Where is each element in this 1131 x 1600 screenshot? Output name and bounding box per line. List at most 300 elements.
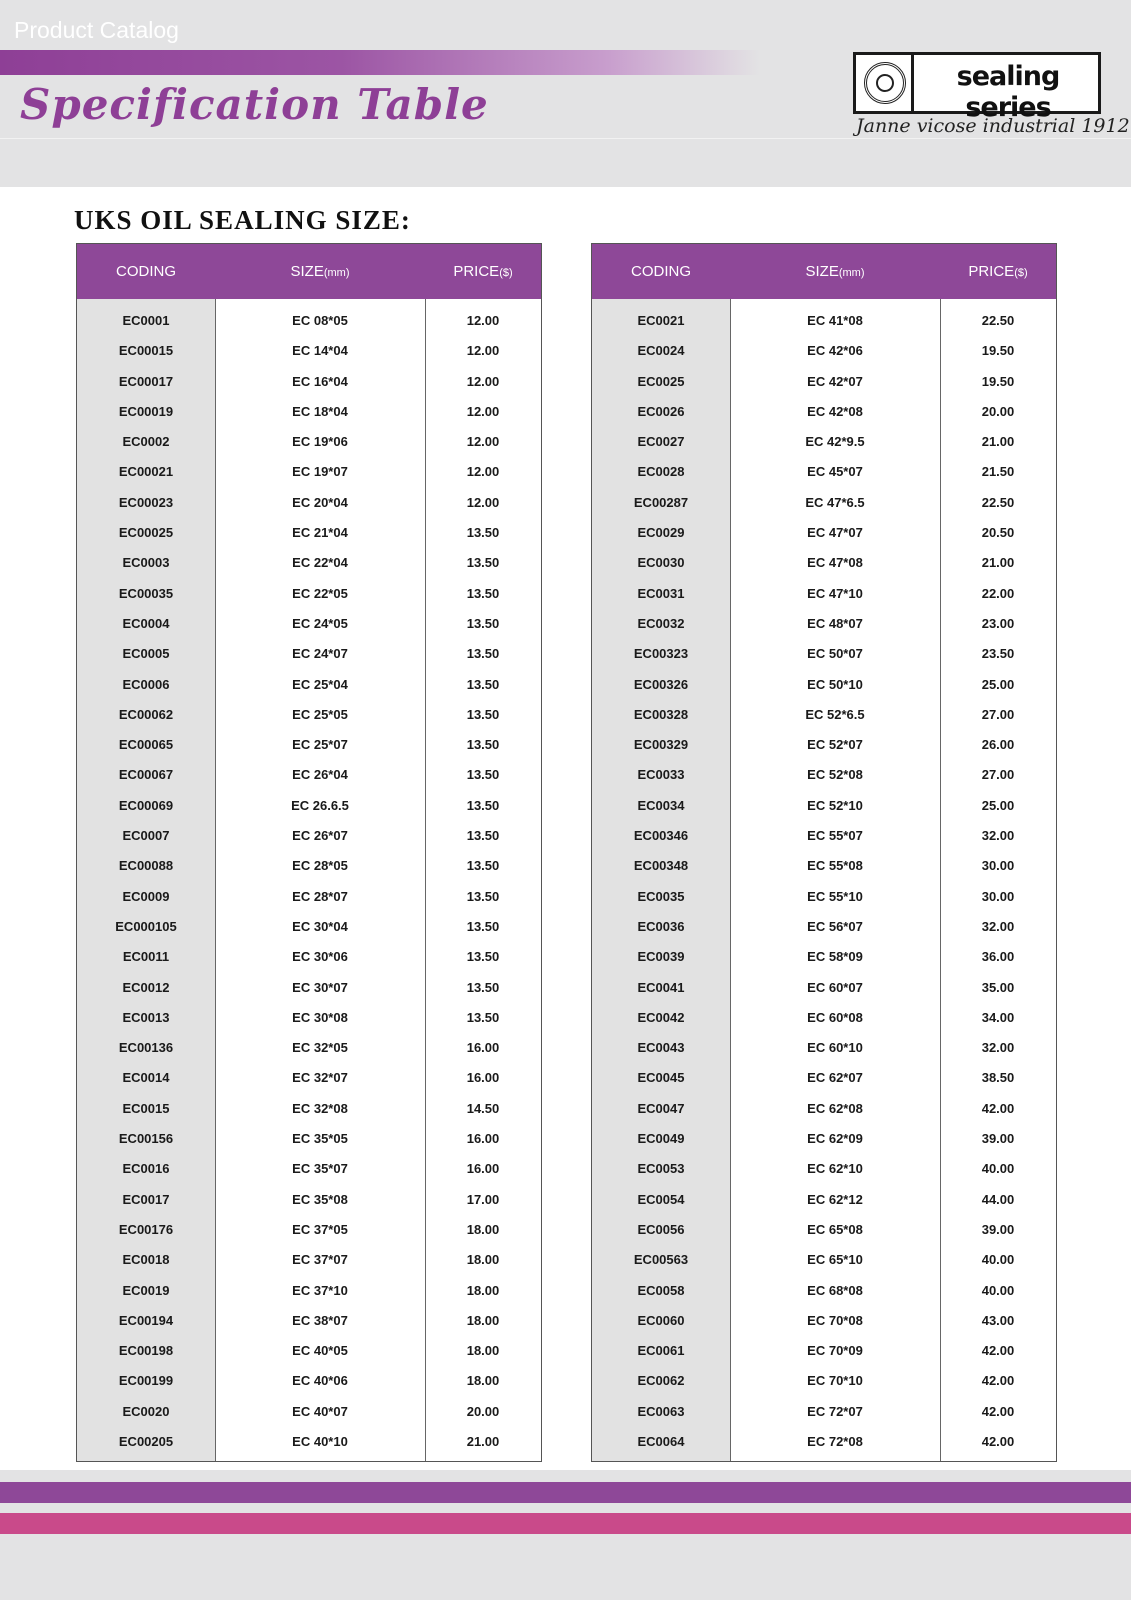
cell-size: EC 55*07 <box>807 828 863 844</box>
cell-coding: EC000105 <box>115 918 177 934</box>
cell-coding: EC00062 <box>118 706 174 722</box>
table-row <box>77 367 541 397</box>
cell-price: 32.00 <box>981 918 1015 934</box>
cell-price: 18.00 <box>466 1252 500 1268</box>
cell-coding: EC0064 <box>637 1433 685 1449</box>
cell-price: 38.50 <box>981 1070 1015 1086</box>
cell-coding: EC00563 <box>633 1252 689 1268</box>
cell-price: 25.00 <box>981 797 1015 813</box>
cell-coding: EC0049 <box>637 1131 685 1147</box>
table-body <box>77 306 541 1457</box>
table-row <box>592 1397 1056 1427</box>
table-row <box>592 912 1056 942</box>
cell-coding: EC0061 <box>637 1343 685 1359</box>
cell-coding: EC0004 <box>122 615 170 631</box>
cell-price: 20.00 <box>981 403 1015 419</box>
page-header <box>0 0 1131 187</box>
cell-coding: EC00021 <box>118 464 174 480</box>
table-row <box>77 670 541 700</box>
cell-coding: EC0033 <box>637 767 685 783</box>
cell-coding: EC00328 <box>633 706 689 722</box>
cell-coding: EC0042 <box>637 1009 685 1025</box>
cell-price: 16.00 <box>466 1070 500 1086</box>
table-row <box>592 1003 1056 1033</box>
cell-price: 13.50 <box>466 949 500 965</box>
cell-size: EC 42*07 <box>807 373 863 389</box>
table-row <box>77 457 541 487</box>
brand-logo <box>853 52 1101 123</box>
cell-coding: EC0036 <box>637 918 685 934</box>
cell-coding: EC00156 <box>118 1131 174 1147</box>
cell-size: EC 25*05 <box>292 706 348 722</box>
table-row <box>77 639 541 669</box>
cell-coding: EC0056 <box>637 1221 685 1237</box>
cell-coding: EC0054 <box>637 1191 685 1207</box>
cell-size: EC 65*08 <box>807 1221 863 1237</box>
cell-size: EC 35*08 <box>292 1191 348 1207</box>
table-row <box>592 1276 1056 1306</box>
header-gradient-bar <box>0 50 760 75</box>
cell-size: EC 65*10 <box>807 1252 863 1268</box>
cell-coding: EC00176 <box>118 1221 174 1237</box>
table-row <box>77 397 541 427</box>
cell-size: EC 26*04 <box>292 767 348 783</box>
cell-price: 27.00 <box>981 767 1015 783</box>
cell-coding: EC0035 <box>637 888 685 904</box>
cell-coding: EC0029 <box>637 525 685 541</box>
cell-price: 23.50 <box>981 646 1015 662</box>
table-row <box>592 700 1056 730</box>
cell-coding: EC00069 <box>118 797 174 813</box>
cell-coding: EC0063 <box>637 1403 685 1419</box>
cell-price: 21.00 <box>466 1433 500 1449</box>
table-row <box>77 882 541 912</box>
table-header <box>77 244 541 299</box>
table-row <box>77 518 541 548</box>
cell-size: EC 19*06 <box>292 434 348 450</box>
table-row <box>592 1306 1056 1336</box>
header-divider <box>0 138 1131 139</box>
cell-price: 13.50 <box>466 828 500 844</box>
cell-price: 18.00 <box>466 1373 500 1389</box>
cell-coding: EC0015 <box>122 1100 170 1116</box>
table-row <box>592 548 1056 578</box>
table-row <box>592 851 1056 881</box>
cell-price: 19.50 <box>981 373 1015 389</box>
cell-size: EC 37*05 <box>292 1221 348 1237</box>
cell-price: 32.00 <box>981 1040 1015 1056</box>
cell-size: EC 50*07 <box>807 646 863 662</box>
cell-coding: EC00088 <box>118 858 174 874</box>
cell-price: 12.00 <box>466 403 500 419</box>
cell-price: 13.50 <box>466 525 500 541</box>
cell-size: EC 52*6.5 <box>805 706 865 722</box>
cell-price: 12.00 <box>466 464 500 480</box>
table-row <box>77 1063 541 1093</box>
table-row <box>77 791 541 821</box>
cell-size: EC 47*07 <box>807 525 863 541</box>
cell-size: EC 18*04 <box>292 403 348 419</box>
cell-size: EC 25*07 <box>292 737 348 753</box>
cell-coding: EC0045 <box>637 1070 685 1086</box>
cell-coding: EC0058 <box>637 1282 685 1298</box>
table-row <box>592 579 1056 609</box>
cell-coding: EC0039 <box>637 949 685 965</box>
cell-size: EC 40*06 <box>292 1373 348 1389</box>
cell-price: 13.50 <box>466 888 500 904</box>
cell-coding: EC0043 <box>637 1040 685 1056</box>
table-row <box>592 609 1056 639</box>
table-row <box>77 579 541 609</box>
table-header <box>592 244 1056 299</box>
table-row <box>77 1366 541 1396</box>
cell-coding: EC0053 <box>637 1161 685 1177</box>
table-row <box>592 639 1056 669</box>
cell-coding: EC0027 <box>637 434 685 450</box>
cell-coding: EC00194 <box>118 1312 174 1328</box>
cell-coding: EC00199 <box>118 1373 174 1389</box>
table-row <box>592 306 1056 336</box>
cell-price: 39.00 <box>981 1221 1015 1237</box>
cell-price: 44.00 <box>981 1191 1015 1207</box>
cell-price: 16.00 <box>466 1161 500 1177</box>
cell-size: EC 52*10 <box>807 797 863 813</box>
spec-table-right <box>591 243 1057 1462</box>
cell-price: 13.50 <box>466 767 500 783</box>
cell-coding: EC0007 <box>122 828 170 844</box>
cell-price: 30.00 <box>981 888 1015 904</box>
cell-size: EC 26.6.5 <box>291 797 349 813</box>
table-row <box>77 1427 541 1457</box>
cell-coding: EC00198 <box>118 1343 174 1359</box>
cell-size: EC 47*6.5 <box>805 494 865 510</box>
cell-price: 27.00 <box>981 706 1015 722</box>
table-row <box>592 1154 1056 1184</box>
cell-size: EC 42*06 <box>807 343 863 359</box>
cell-price: 21.50 <box>981 464 1015 480</box>
cell-coding: EC0009 <box>122 888 170 904</box>
cell-coding: EC0011 <box>122 949 170 965</box>
cell-price: 43.00 <box>981 1312 1015 1328</box>
cell-coding: EC0018 <box>122 1252 170 1268</box>
table-row <box>592 791 1056 821</box>
cell-size: EC 24*07 <box>292 646 348 662</box>
cell-price: 20.00 <box>466 1403 500 1419</box>
cell-size: EC 37*07 <box>292 1252 348 1268</box>
cell-price: 32.00 <box>981 828 1015 844</box>
table-row <box>592 670 1056 700</box>
cell-coding: EC0003 <box>122 555 170 571</box>
cell-price: 13.50 <box>466 918 500 934</box>
table-row <box>77 1215 541 1245</box>
cell-price: 12.00 <box>466 343 500 359</box>
cell-size: EC 22*05 <box>292 585 348 601</box>
cell-price: 13.50 <box>466 615 500 631</box>
cell-coding: EC0062 <box>637 1373 685 1389</box>
cell-coding: EC0028 <box>637 464 685 480</box>
cell-size: EC 28*07 <box>292 888 348 904</box>
cell-size: EC 45*07 <box>807 464 863 480</box>
logo-subtitle: Janne vicose industrial 1912 <box>856 115 1130 137</box>
table-row <box>592 1427 1056 1457</box>
cell-price: 13.50 <box>466 676 500 692</box>
cell-coding: EC0041 <box>637 979 685 995</box>
cell-size: EC 62*07 <box>807 1070 863 1086</box>
cell-size: EC 20*04 <box>292 494 348 510</box>
cell-coding: EC0047 <box>637 1100 685 1116</box>
cell-coding: EC0025 <box>637 373 685 389</box>
cell-size: EC 24*05 <box>292 615 348 631</box>
cell-size: EC 62*10 <box>807 1161 863 1177</box>
cell-size: EC 32*07 <box>292 1070 348 1086</box>
cell-coding: EC00136 <box>118 1040 174 1056</box>
cell-size: EC 37*10 <box>292 1282 348 1298</box>
cell-price: 42.00 <box>981 1403 1015 1419</box>
cell-price: 13.50 <box>466 646 500 662</box>
cell-size: EC 70*10 <box>807 1373 863 1389</box>
table-row <box>77 1306 541 1336</box>
table-row <box>592 1215 1056 1245</box>
column-header-coding: CODING <box>631 263 691 280</box>
table-row <box>77 760 541 790</box>
table-row <box>77 1336 541 1366</box>
cell-size: EC 47*08 <box>807 555 863 571</box>
cell-coding: EC00205 <box>118 1433 174 1449</box>
cell-coding: EC00067 <box>118 767 174 783</box>
cell-size: EC 41*08 <box>807 313 863 328</box>
cell-price: 42.00 <box>981 1100 1015 1116</box>
cell-price: 12.00 <box>466 494 500 510</box>
table-row <box>592 973 1056 1003</box>
column-header-price: PRICE($) <box>968 263 1028 280</box>
cell-size: EC 56*07 <box>807 918 863 934</box>
cell-price: 18.00 <box>466 1343 500 1359</box>
cell-price: 35.00 <box>981 979 1015 995</box>
table-row <box>77 488 541 518</box>
table-row <box>77 1033 541 1063</box>
cell-coding: EC0034 <box>637 797 685 813</box>
cell-size: EC 47*10 <box>807 585 863 601</box>
table-row <box>592 730 1056 760</box>
cell-coding: EC0019 <box>122 1282 170 1298</box>
cell-price: 42.00 <box>981 1373 1015 1389</box>
cell-coding: EC0024 <box>637 343 685 359</box>
cell-price: 18.00 <box>466 1221 500 1237</box>
cell-coding: EC0031 <box>637 585 685 601</box>
table-row <box>592 1185 1056 1215</box>
cell-coding: EC00326 <box>633 676 689 692</box>
cell-price: 40.00 <box>981 1252 1015 1268</box>
cell-size: EC 35*05 <box>292 1131 348 1147</box>
table-row <box>77 1154 541 1184</box>
table-row <box>592 336 1056 366</box>
cell-size: EC 70*08 <box>807 1312 863 1328</box>
cell-coding: EC00035 <box>118 585 174 601</box>
table-row <box>77 427 541 457</box>
table-row <box>77 1124 541 1154</box>
cell-price: 26.00 <box>981 737 1015 753</box>
cell-price: 42.00 <box>981 1343 1015 1359</box>
cell-size: EC 38*07 <box>292 1312 348 1328</box>
cell-coding: EC0013 <box>122 1009 170 1025</box>
cell-size: EC 30*04 <box>292 918 348 934</box>
table-row <box>77 306 541 336</box>
cell-size: EC 62*08 <box>807 1100 863 1116</box>
cell-coding: EC00329 <box>633 737 689 753</box>
cell-coding: EC00348 <box>633 858 689 874</box>
cell-size: EC 40*05 <box>292 1343 348 1359</box>
cell-coding: EC00065 <box>118 737 174 753</box>
cell-size: EC 55*08 <box>807 858 863 874</box>
cell-size: EC 72*08 <box>807 1433 863 1449</box>
cell-size: EC 62*12 <box>807 1191 863 1207</box>
cell-coding: EC0060 <box>637 1312 685 1328</box>
cell-size: EC 72*07 <box>807 1403 863 1419</box>
cell-price: 21.00 <box>981 434 1015 450</box>
cell-price: 17.00 <box>466 1191 500 1207</box>
table-row <box>77 548 541 578</box>
cell-coding: EC0012 <box>122 979 170 995</box>
cell-price: 40.00 <box>981 1161 1015 1177</box>
cell-size: EC 16*04 <box>292 373 348 389</box>
cell-coding: EC0026 <box>637 403 685 419</box>
cell-price: 13.50 <box>466 737 500 753</box>
cell-size: EC 14*04 <box>292 343 348 359</box>
cell-price: 14.50 <box>466 1100 500 1116</box>
table-row <box>592 397 1056 427</box>
table-row <box>592 427 1056 457</box>
table-row <box>77 973 541 1003</box>
cell-size: EC 60*07 <box>807 979 863 995</box>
cell-coding: EC0005 <box>122 646 170 662</box>
table-body <box>592 306 1056 1457</box>
table-row <box>77 1245 541 1275</box>
cell-coding: EC00017 <box>118 373 174 389</box>
column-header-coding: CODING <box>116 263 176 280</box>
cell-coding: EC00346 <box>633 828 689 844</box>
cell-size: EC 58*09 <box>807 949 863 965</box>
cell-coding: EC0032 <box>637 615 685 631</box>
cell-coding: EC0030 <box>637 555 685 571</box>
table-row <box>77 851 541 881</box>
cell-coding: EC0002 <box>122 434 170 450</box>
table-row <box>77 1276 541 1306</box>
table-row <box>592 942 1056 972</box>
cell-coding: EC00019 <box>118 403 174 419</box>
table-row <box>77 1003 541 1033</box>
cell-price: 12.00 <box>466 434 500 450</box>
column-header-size: SIZE(mm) <box>290 263 350 280</box>
table-row <box>77 1185 541 1215</box>
cell-size: EC 55*10 <box>807 888 863 904</box>
cell-price: 39.00 <box>981 1131 1015 1147</box>
cell-size: EC 62*09 <box>807 1131 863 1147</box>
cell-coding: EC00023 <box>118 494 174 510</box>
cell-size: EC 60*10 <box>807 1040 863 1056</box>
cell-size: EC 32*05 <box>292 1040 348 1056</box>
cell-size: EC 28*05 <box>292 858 348 874</box>
table-row <box>592 821 1056 851</box>
table-row <box>592 1336 1056 1366</box>
cell-price: 19.50 <box>981 343 1015 359</box>
cell-price: 13.50 <box>466 706 500 722</box>
cell-size: EC 30*08 <box>292 1009 348 1025</box>
cell-price: 16.00 <box>466 1040 500 1056</box>
column-header-size: SIZE(mm) <box>805 263 865 280</box>
cell-price: 13.50 <box>466 858 500 874</box>
table-row <box>592 760 1056 790</box>
table-row <box>592 1366 1056 1396</box>
table-row <box>77 1094 541 1124</box>
cell-price: 23.00 <box>981 615 1015 631</box>
cell-price: 13.50 <box>466 555 500 571</box>
logo-text: sealing series <box>956 61 1060 123</box>
cell-size: EC 60*08 <box>807 1009 863 1025</box>
table-row <box>77 730 541 760</box>
catalog-label: Product Catalog <box>14 17 179 43</box>
cell-size: EC 40*07 <box>292 1403 348 1419</box>
cell-size: EC 30*06 <box>292 949 348 965</box>
cell-price: 13.50 <box>466 797 500 813</box>
footer-pink-stripe <box>0 1513 1131 1534</box>
cell-price: 42.00 <box>981 1433 1015 1449</box>
cell-coding: EC0017 <box>122 1191 170 1207</box>
cell-size: EC 52*07 <box>807 737 863 753</box>
table-row <box>592 1245 1056 1275</box>
cell-price: 18.00 <box>466 1312 500 1328</box>
cell-size: EC 32*08 <box>292 1100 348 1116</box>
table-row <box>77 609 541 639</box>
section-title: UKS OIL SEALING SIZE: <box>74 205 411 235</box>
table-row <box>77 821 541 851</box>
table-row <box>77 912 541 942</box>
cell-size: EC 42*08 <box>807 403 863 419</box>
cell-coding: EC0006 <box>122 676 170 692</box>
table-row <box>592 457 1056 487</box>
cell-size: EC 22*04 <box>292 555 348 571</box>
cell-price: 25.00 <box>981 676 1015 692</box>
table-row <box>592 367 1056 397</box>
table-row <box>77 700 541 730</box>
cell-price: 34.00 <box>981 1009 1015 1025</box>
cell-coding: EC0020 <box>122 1403 170 1419</box>
table-row <box>592 1094 1056 1124</box>
cell-price: 22.00 <box>981 585 1015 601</box>
cell-coding: EC00025 <box>118 525 174 541</box>
cell-size: EC 19*07 <box>292 464 348 480</box>
table-row <box>592 1033 1056 1063</box>
footer-purple-stripe <box>0 1482 1131 1503</box>
spec-table-left <box>76 243 542 1462</box>
cell-price: 36.00 <box>981 949 1015 965</box>
cell-coding: EC0021 <box>637 313 685 328</box>
cell-size: EC 40*10 <box>292 1433 348 1449</box>
cell-coding: EC0001 <box>122 313 170 328</box>
cell-price: 13.50 <box>466 1009 500 1025</box>
cell-coding: EC00323 <box>633 646 689 662</box>
cell-price: 21.00 <box>981 555 1015 571</box>
cell-coding: EC0016 <box>122 1161 170 1177</box>
cell-price: 13.50 <box>466 585 500 601</box>
cell-price: 18.00 <box>466 1282 500 1298</box>
cell-size: EC 26*07 <box>292 828 348 844</box>
cell-size: EC 30*07 <box>292 979 348 995</box>
cell-size: EC 52*08 <box>807 767 863 783</box>
cell-size: EC 70*09 <box>807 1343 863 1359</box>
cell-price: 22.50 <box>981 313 1015 328</box>
cell-size: EC 08*05 <box>292 313 348 328</box>
cell-price: 22.50 <box>981 494 1015 510</box>
